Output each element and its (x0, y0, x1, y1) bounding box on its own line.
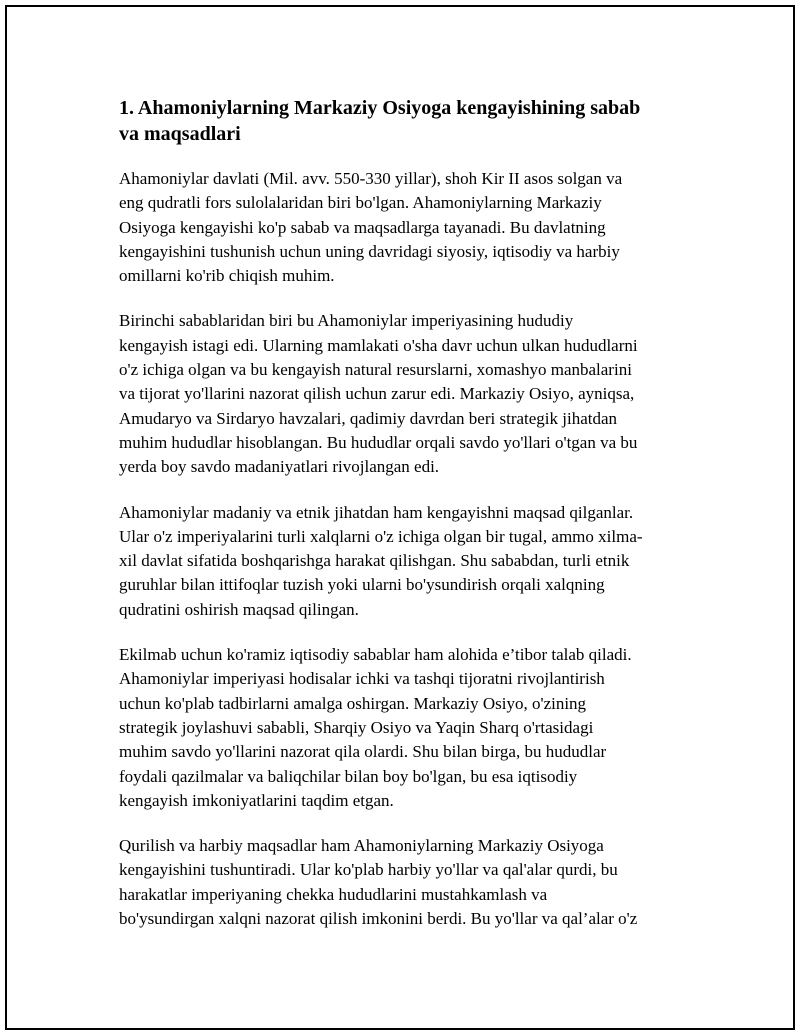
document-page (5, 5, 795, 1030)
text-line: uchun ko'plab tadbirlarni amalga oshirgan. Markaziy Osiyo, o'zining (119, 693, 587, 713)
text-line: Amudaryo va Sirdaryo havzalari, qadimiy davrdan beri strategik jihatdan (119, 408, 618, 428)
text-line: muhim savdo yo'llarini nazorat qila olardi. Shu bilan birga, bu hududlar (119, 742, 607, 762)
text-line: va tijorat yo'llarini nazorat qilish uchun zarur edi. Markaziy Osiyo, ayniqsa, (119, 384, 635, 404)
text-line: xil davlat sifatida boshqarishga harakat qilishgan. Shu sababdan, turli etnik (119, 551, 630, 571)
text-line: omillarni ko'rib chiqish muhim. (119, 266, 335, 286)
text-line: strategik joylashuvi sababli, Sharqiy Osiyo va Yaqin Sharq o'rtasidagi (119, 717, 594, 737)
text-line: Ahamoniylar madaniy va etnik jihatdan ham kengayishni maqsad qilganlar. (119, 502, 634, 522)
text-line: kengayishini tushunish uchun uning davridagi siyosiy, iqtisodiy va harbiy (119, 241, 620, 261)
heading-line: 1. Ahamoniylarning Markaziy Osiyoga kengayishining sabab (119, 97, 641, 119)
text-line: foydali qazilmalar va baliqchilar bilan boy bo'lgan, bu esa iqtisodiy (119, 766, 578, 786)
text-line: harakatlar imperiyaning chekka hududlarini mustahkamlash va (119, 884, 548, 904)
text-line: qudratini oshirish maqsad qilingan. (119, 599, 359, 619)
document-body (119, 95, 697, 952)
heading-line: va maqsadlari (119, 123, 241, 145)
text-line: kengayish imkoniyatlarini taqdim etgan. (119, 790, 394, 810)
section-heading (119, 95, 697, 147)
text-line: Ular o'z imperiyalarini turli xalqlarni o'z ichiga olgan bir tugal, ammo xilma- (119, 526, 643, 546)
text-line: Ekilmab uchun ko'ramiz iqtisodiy sabablar ham alohida e’tibor talab qiladi. (119, 645, 632, 665)
text-line: guruhlar bilan ittifoqlar tuzish yoki ularni bo'ysundirish orqali xalqning (119, 575, 605, 595)
text-line: Ahamoniylar imperiyasi hodisalar ichki va tashqi tijoratni rivojlantirish (119, 669, 605, 689)
paragraph-1 (119, 167, 697, 288)
paragraph-2 (119, 309, 697, 479)
text-line: Ahamoniylar davlati (Mil. avv. 550-330 yillar), shoh Kir II asos solgan va (119, 169, 623, 188)
text-line: Osiyoga kengayishi ko'p sabab va maqsadlarga tayanadi. Bu davlatning (119, 217, 606, 237)
text-line: o'z ichiga olgan va bu kengayish natural resurslarni, xomashyo manbalarini (119, 360, 632, 380)
text-line: muhim hududlar hisoblangan. Bu hududlar orqali savdo yo'llari o'tgan va bu (119, 432, 638, 452)
text-line: bo'ysundirgan xalqni nazorat qilish imkonini berdi. Bu yo'llar va qal’alar o'z (119, 909, 638, 929)
paragraph-3 (119, 501, 697, 622)
paragraph-5 (119, 834, 697, 931)
paragraph-4 (119, 643, 697, 813)
text-line: yerda boy savdo madaniyatlari rivojlangan edi. (119, 457, 440, 477)
text-line: Qurilish va harbiy maqsadlar ham Ahamoniylarning Markaziy Osiyoga (119, 836, 604, 856)
text-line: eng qudratli fors sulolalaridan biri bo'lgan. Ahamoniylarning Markaziy (119, 193, 602, 213)
text-line: Birinchi sabablaridan biri bu Ahamoniylar imperiyasining hududiy (119, 311, 574, 331)
text-line: kengayishini tushuntiradi. Ular ko'plab harbiy yo'llar va qal'alar qurdi, bu (119, 860, 618, 880)
text-line: kengayish istagi edi. Ularning mamlakati o'sha davr uchun ulkan hududlarni (119, 335, 638, 355)
